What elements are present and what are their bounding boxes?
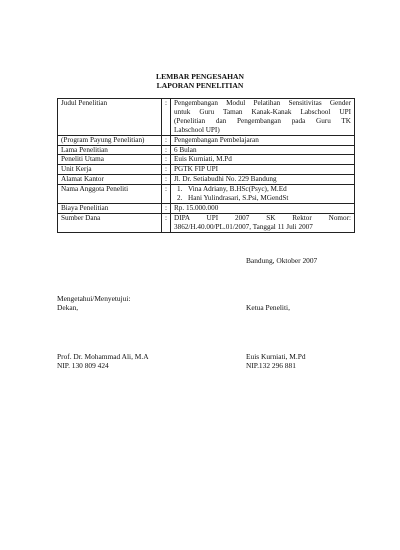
table-row-judul	[58, 99, 355, 136]
member-number: 1.	[177, 185, 183, 194]
judul-value-line2: untuk Guru Taman Kanak-Kanak Labschool UPI	[174, 107, 351, 116]
alamat-label: Alamat Kantor	[58, 175, 162, 185]
lead-researcher-name: Euis Kurniati, M.Pd	[246, 352, 306, 361]
colon: :	[162, 185, 171, 204]
table-row-payung	[58, 135, 355, 145]
sumber-value-line2: 3862/H.40.00/PL.01/2007, Tanggal 11 Juli 2007	[174, 222, 313, 231]
peneliti-label: Peneliti Utama	[58, 155, 162, 165]
table-row-unit	[58, 165, 355, 175]
list-item	[174, 194, 351, 203]
colon: :	[162, 145, 171, 155]
sumber-value	[171, 213, 355, 232]
biaya-label: Biaya Penelitian	[58, 203, 162, 213]
place-date: Bandung, Oktober 2007	[246, 256, 318, 265]
table-row-alamat	[58, 175, 355, 185]
list-item	[174, 185, 351, 194]
lead-researcher-role: Ketua Peneliti,	[246, 303, 290, 312]
table-row-sumber	[58, 213, 355, 232]
document-title: LEMBAR PENGESAHAN	[156, 72, 244, 81]
payung-label: (Program Payung Penelitian)	[58, 135, 162, 145]
anggota-value	[171, 185, 355, 204]
payung-value: Pengembangan Pembelajaran	[171, 135, 355, 145]
colon: :	[162, 175, 171, 185]
peneliti-value: Euis Kurniati, M.Pd	[171, 155, 355, 165]
unit-value: PGTK FIP UPI	[171, 165, 355, 175]
judul-value-line1: Pengembangan Modul Pelatihan Sensitivitas Gender	[174, 99, 351, 107]
colon: :	[162, 203, 171, 213]
colon: :	[162, 155, 171, 165]
colon: :	[162, 213, 171, 232]
member-number: 2.	[177, 194, 183, 203]
dean-role: Dekan,	[57, 303, 79, 312]
lama-label: Lama Penelitian	[58, 145, 162, 155]
anggota-label: Nama Anggota Peneliti	[58, 185, 162, 204]
table-row-biaya	[58, 203, 355, 213]
member-name: Vina Adriany, B.HSc(Psyc), M.Ed	[188, 185, 287, 194]
colon: :	[162, 165, 171, 175]
table-row-anggota	[58, 185, 355, 204]
dean-nip: NIP. 130 809 424	[57, 361, 109, 370]
alamat-value: Jl. Dr. Setiabudhi No. 229 Bandung	[171, 175, 355, 185]
table-row-peneliti	[58, 155, 355, 165]
unit-label: Unit Kerja	[58, 165, 162, 175]
dean-name: Prof. Dr. Mohammad Ali, M.A	[57, 352, 149, 361]
sumber-label: Sumber Dana	[58, 213, 162, 232]
document-subtitle: LAPORAN PENELITIAN	[156, 81, 244, 90]
research-info-table	[57, 98, 355, 233]
approval-heading: Mengetahui/Menyetujui:	[57, 294, 131, 303]
judul-label: Judul Penelitian	[58, 99, 162, 136]
sumber-value-line1: DIPA UPI 2007 SK Rektor Nomor:	[174, 213, 351, 222]
table-row-lama	[58, 145, 355, 155]
lead-researcher-nip: NIP.132 296 881	[246, 361, 296, 370]
colon: :	[162, 99, 171, 136]
judul-value-line3: (Penelitian dan Pengembangan pada Guru TK	[174, 116, 351, 125]
biaya-value: Rp. 15.000.000	[171, 203, 355, 213]
colon: :	[162, 135, 171, 145]
lama-value: 6 Bulan	[171, 145, 355, 155]
member-name: Hani Yulindrasari, S.Psi, MGendSt	[188, 194, 289, 203]
judul-value-line4: Labschool UPI)	[174, 125, 220, 134]
judul-value	[171, 99, 355, 136]
